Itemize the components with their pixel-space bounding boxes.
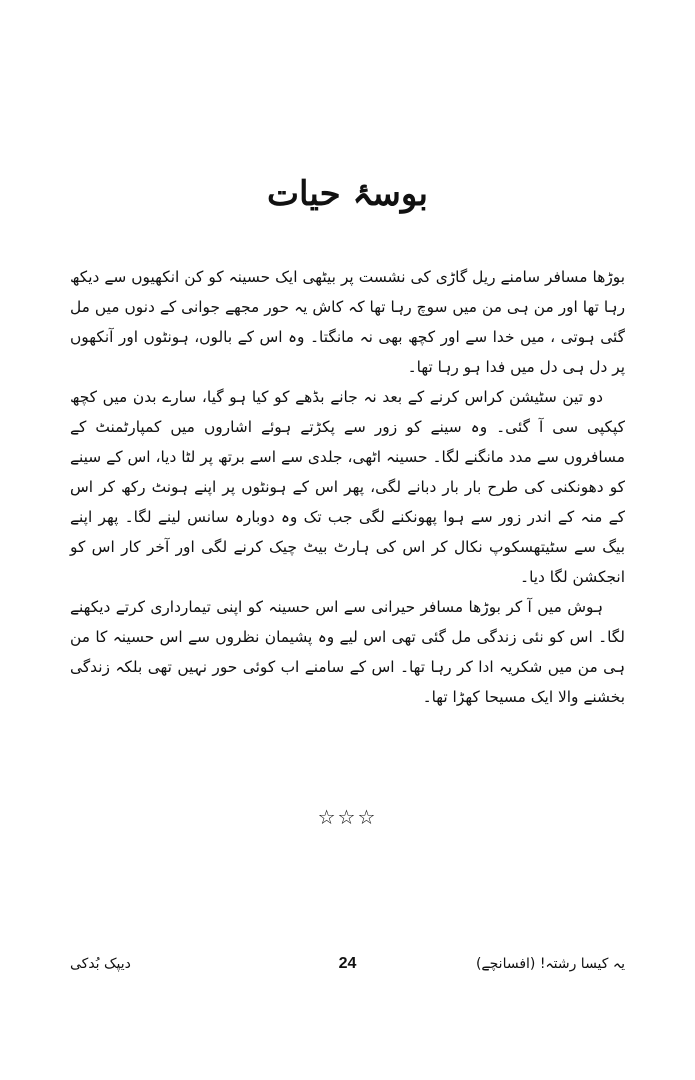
page-number: 24 [338,955,357,972]
footer-author: دیپک بُدکی [70,956,131,972]
section-separator-stars: ☆☆☆ [317,805,378,829]
page-footer [70,952,625,982]
paragraph-1: بوڑھا مسافر سامنے ریل گاڑی کی نشست پر بیٹھی ایک حسینہ کو کن انکھیوں سے دیکھ رہا تھا اور من ہی من میں سوچ رہا تھا کہ کاش یہ حور مجھے جوانی کے دنوں میں مل گئی ہوتی ، میں خدا سے اور کچھ بھی نہ مانگتا۔ وہ اس کے بالوں، ہونٹوں اور آنکھوں پر دل ہی دل میں فدا ہو رہا تھا۔ [70,268,625,376]
story-body [70,262,625,712]
paragraph-3: ہوش میں آ کر بوڑھا مسافر حیرانی سے اس حسینہ کو اپنی تیمارداری کرتے دیکھنے لگا۔ اس کو نئی زندگی مل گئی تھی اس لیے وہ پشیمان نظروں سے اس حسینہ کا من ہی من میں شکریہ ادا کر رہا تھا۔ اس کے سامنے اب کوئی حور نہیں تھی بلکہ زندگی بخشنے والا ایک مسیحا کھڑا تھا۔ [70,598,625,706]
paragraph-2: دو تین سٹیشن کراس کرنے کے بعد نہ جانے بڈھے کو کیا ہو گیا، سارے بدن میں کچھ کپکپی سی آ گئی۔ وہ سینے کو زور سے پکڑتے ہوئے اشاروں میں کمپارٹمنٹ کے مسافروں سے مدد مانگنے لگا۔ حسینہ اٹھی، جلدی سے اسے برتھ پر لٹا دیا، اس کے سینے کو دھونکنی کی طرح بار بار دبانے لگی، پھر اس کے ہونٹوں پر اپنے ہونٹ رکھ کر اس کے منہ کے اندر زور سے ہوا پھونکنے لگی جب تک وہ دوبارہ سانس لینے لگا۔ پھر اپنے بیگ سے سٹیتھسکوپ نکال کر اس کی ہارٹ بیٹ چیک کرنے لگی اور آخر کار اس کو انجکشن لگا دیا۔ [70,388,625,586]
story-title: بوسۂ حیات [267,174,428,214]
footer-book-title: یہ کیسا رشتہ! (افسانچے) [475,956,625,972]
